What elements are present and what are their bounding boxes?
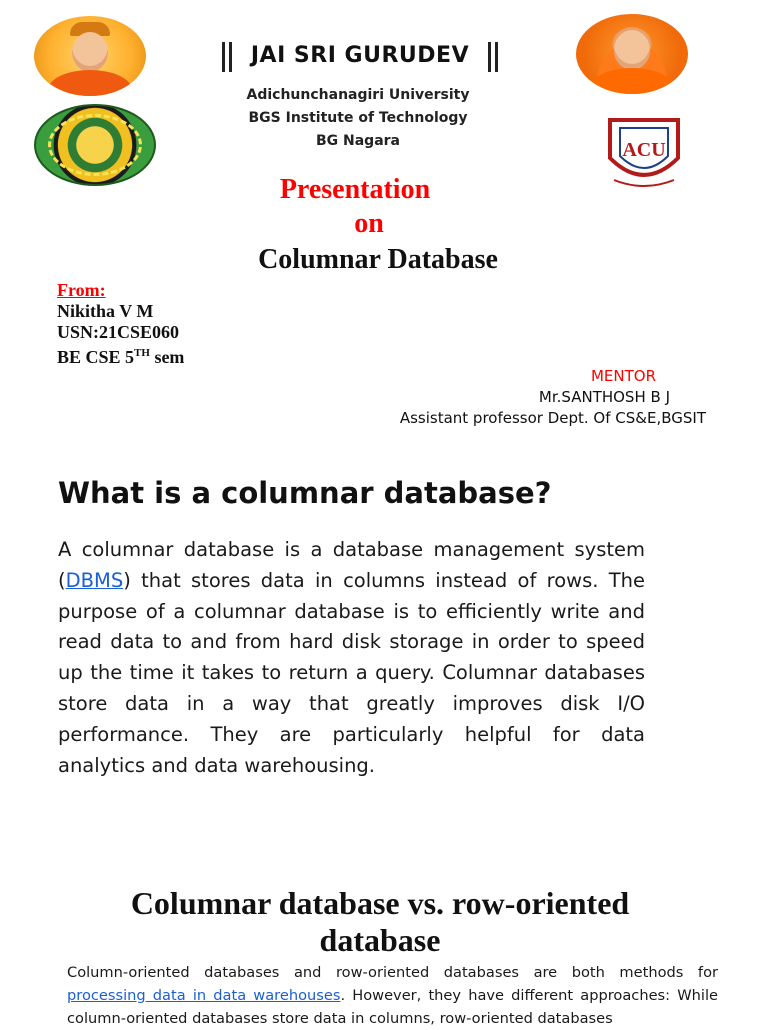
acu-logo-letters: ACU — [622, 139, 666, 161]
institution-lines — [206, 84, 510, 153]
dbms-link[interactable]: DBMS — [65, 568, 124, 592]
title-presentation: Presentation — [279, 174, 431, 205]
mentor-name: Mr.SANTHOSH B J — [538, 388, 670, 406]
from-block — [57, 280, 184, 368]
student-name: Nikitha V M — [57, 301, 154, 321]
title-topic: Columnar Database — [258, 244, 498, 275]
campus-name: BG Nagara — [315, 133, 401, 149]
header-block — [190, 42, 530, 72]
from-label: From: — [57, 280, 106, 300]
section-heading-vs: Columnar database vs. row-oriented database — [130, 885, 630, 958]
student-usn: USN:21CSE060 — [57, 322, 180, 342]
section-heading-what-is: What is a columnar database? — [58, 476, 552, 510]
mentor-block — [360, 366, 706, 429]
guru-portrait-right — [576, 14, 688, 94]
student-course: BE CSE 5TH sem — [57, 347, 185, 367]
institute-name: BGS Institute of Technology — [248, 110, 468, 126]
section-paragraph-definition: A columnar database is a database management system (DBMS) that stores data in columns instead of rows. The purpose of a columnar database is to efficiently write and read data to and from hard disk storage in order to speed up the time it takes to return a query. Columnar databases store data in a way that greatly improves disk I/O performance. They are particularly helpful for data analytics and data warehousing. — [58, 538, 645, 777]
guru-portrait-left — [34, 16, 146, 96]
mentor-designation: Assistant professor Dept. Of CS&E,BGSIT — [399, 409, 706, 427]
processing-data-link[interactable]: processing data in data warehouses — [67, 987, 341, 1004]
university-name: Adichunchanagiri University — [246, 87, 470, 103]
title-on: on — [354, 208, 384, 239]
header-title: JAI SRI GURUDEV — [250, 42, 470, 68]
section-paragraph-comparison: Column-oriented databases and row-oriented databases are both methods for processing data in data warehouses. However, they have different approaches: While column-oriented databases store data in columns, row-oriented databases — [67, 964, 718, 1027]
mentor-label: MENTOR — [590, 367, 656, 385]
header-title-row — [190, 42, 530, 72]
